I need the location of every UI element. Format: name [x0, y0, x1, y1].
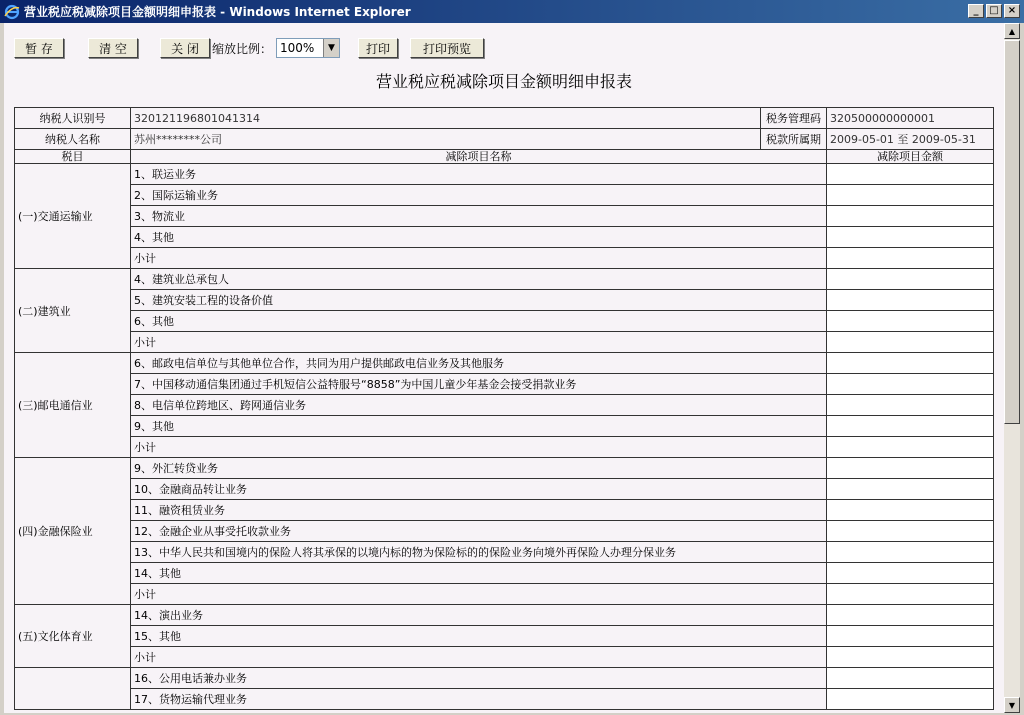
deduction-item-name: 4、其他: [131, 227, 827, 248]
deduction-amount-input[interactable]: [827, 290, 994, 311]
deduction-amount-input[interactable]: [827, 311, 994, 332]
deduction-item-name: 3、物流业: [131, 206, 827, 227]
deduction-item-name: 1、联运业务: [131, 164, 827, 185]
print-button[interactable]: 打印: [358, 38, 398, 58]
category-name: (二)建筑业: [15, 269, 131, 353]
table-row: [15, 668, 994, 689]
category-name: (三)邮电通信业: [15, 353, 131, 458]
table-row: [15, 458, 994, 479]
deduction-amount-input[interactable]: [827, 689, 994, 710]
page-content: [4, 23, 1004, 713]
table-row: [15, 437, 994, 458]
deduction-amount-input[interactable]: [827, 458, 994, 479]
zoom-value: 100%: [280, 41, 315, 55]
deduction-amount-input[interactable]: [827, 248, 994, 269]
deduction-item-name: 17、货物运输代理业务: [131, 689, 827, 710]
zoom-label: 缩放比例：: [212, 41, 273, 56]
table-row: [15, 332, 994, 353]
deduction-item-name: 小计: [131, 248, 827, 269]
deduction-amount-input[interactable]: [827, 353, 994, 374]
table-row: [15, 479, 994, 500]
deduction-item-name: 9、其他: [131, 416, 827, 437]
deduction-item-name: 10、金融商品转让业务: [131, 479, 827, 500]
col-header-item-name: 减除项目名称: [131, 150, 827, 164]
deduction-item-name: 小计: [131, 437, 827, 458]
deduction-amount-input[interactable]: [827, 647, 994, 668]
deduction-item-name: 6、其他: [131, 311, 827, 332]
minimize-button[interactable]: _: [968, 4, 984, 18]
category-name: (四)金融保险业: [15, 458, 131, 605]
table-row: [15, 689, 994, 710]
tax-period-value: 2009-05-01 至 2009-05-31: [827, 129, 994, 150]
table-row: [15, 563, 994, 584]
deduction-item-name: 2、国际运输业务: [131, 185, 827, 206]
table-row: [15, 626, 994, 647]
deduction-amount-input[interactable]: [827, 668, 994, 689]
deduction-item-name: 小计: [131, 332, 827, 353]
deduction-item-name: 6、邮政电信单位与其他单位合作，共同为用户提供邮政电信业务及其他服务: [131, 353, 827, 374]
table-row: [15, 584, 994, 605]
deduction-item-name: 7、中国移动通信集团通过手机短信公益特服号“8858”为中国儿童少年基金会接受捐款业务: [131, 374, 827, 395]
deduction-item-name: 12、金融企业从事受托收款业务: [131, 521, 827, 542]
table-row: [15, 416, 994, 437]
table-row: [15, 164, 994, 185]
deduction-item-name: 14、其他: [131, 563, 827, 584]
deduction-amount-input[interactable]: [827, 626, 994, 647]
deduction-item-name: 5、建筑安装工程的设备价值: [131, 290, 827, 311]
deduction-amount-input[interactable]: [827, 164, 994, 185]
category-name: (五)文化体育业: [15, 605, 131, 668]
col-header-category: 税目: [15, 150, 131, 164]
taxpayer-name-value: 苏州********公司: [131, 129, 761, 150]
deduction-amount-input[interactable]: [827, 563, 994, 584]
deduction-amount-input[interactable]: [827, 521, 994, 542]
deduction-amount-input[interactable]: [827, 416, 994, 437]
window-title-bar: [0, 0, 1024, 23]
category-name: [15, 668, 131, 710]
taxpayer-id-value: 320121196801041314: [131, 108, 761, 129]
table-row: [15, 311, 994, 332]
close-window-button[interactable]: ×: [1004, 4, 1020, 18]
deduction-item-name: 9、外汇转贷业务: [131, 458, 827, 479]
table-row: [15, 248, 994, 269]
maximize-button[interactable]: □: [986, 4, 1002, 18]
table-row: [15, 395, 994, 416]
print-preview-button[interactable]: 打印预览: [410, 38, 484, 58]
form-title: 营业税应税减除项目金额明细申报表: [375, 72, 632, 91]
form-toolbar: [14, 37, 484, 59]
deduction-item-name: 14、演出业务: [131, 605, 827, 626]
clear-button[interactable]: 清 空: [88, 38, 138, 58]
deduction-amount-input[interactable]: [827, 500, 994, 521]
deduction-amount-input[interactable]: [827, 374, 994, 395]
deduction-item-name: 4、建筑业总承包人: [131, 269, 827, 290]
zoom-select[interactable]: [276, 38, 340, 58]
deduction-amount-input[interactable]: [827, 269, 994, 290]
deduction-item-name: 小计: [131, 584, 827, 605]
table-row: [15, 374, 994, 395]
scrollbar-thumb[interactable]: [1004, 40, 1020, 424]
internet-explorer-icon: [4, 4, 20, 20]
deduction-item-name: 13、中华人民共和国境内的保险人将其承保的以境内标的物为保险标的的保险业务向境外再保险人办理分保业务: [131, 542, 827, 563]
dropdown-arrow-icon[interactable]: ▼: [323, 39, 339, 57]
table-row: [15, 521, 994, 542]
deduction-amount-input[interactable]: [827, 479, 994, 500]
taxpayer-id-label: 纳税人识别号: [15, 108, 131, 129]
deduction-amount-input[interactable]: [827, 605, 994, 626]
deduction-amount-input[interactable]: [827, 542, 994, 563]
table-row: [15, 227, 994, 248]
close-button[interactable]: 关 闭: [160, 38, 210, 58]
deduction-amount-input[interactable]: [827, 437, 994, 458]
table-row: [15, 647, 994, 668]
deduction-amount-input[interactable]: [827, 227, 994, 248]
deduction-amount-input[interactable]: [827, 395, 994, 416]
save-draft-button[interactable]: 暂 存: [14, 38, 64, 58]
tax-office-code-value: 320500000000001: [827, 108, 994, 129]
deduction-amount-input[interactable]: [827, 584, 994, 605]
declaration-table: [14, 107, 994, 710]
scroll-up-icon[interactable]: ▲: [1004, 23, 1020, 39]
table-row: [15, 185, 994, 206]
deduction-item-name: 8、电信单位跨地区、跨网通信业务: [131, 395, 827, 416]
table-row: [15, 542, 994, 563]
deduction-item-name: 16、公用电话兼办业务: [131, 668, 827, 689]
table-row: [15, 605, 994, 626]
deduction-item-name: 15、其他: [131, 626, 827, 647]
table-row: [15, 269, 994, 290]
deduction-item-name: 11、融资租赁业务: [131, 500, 827, 521]
taxpayer-name-label: 纳税人名称: [15, 129, 131, 150]
tax-office-code-label: 税务管理码: [761, 108, 827, 129]
table-row: [15, 353, 994, 374]
deduction-amount-input[interactable]: [827, 206, 994, 227]
window-title: 营业税应税减除项目金额明细申报表 - Windows Internet Explorer: [24, 5, 411, 19]
deduction-amount-input[interactable]: [827, 185, 994, 206]
deduction-item-name: 小计: [131, 647, 827, 668]
table-row: [15, 290, 994, 311]
tax-period-label: 税款所属期: [761, 129, 827, 150]
col-header-amount: 减除项目金额: [827, 150, 994, 164]
category-name: (一)交通运输业: [15, 164, 131, 269]
table-row: [15, 206, 994, 227]
table-row: [15, 500, 994, 521]
scroll-down-icon[interactable]: ▼: [1004, 697, 1020, 713]
deduction-amount-input[interactable]: [827, 332, 994, 353]
vertical-scrollbar[interactable]: [1004, 23, 1020, 713]
